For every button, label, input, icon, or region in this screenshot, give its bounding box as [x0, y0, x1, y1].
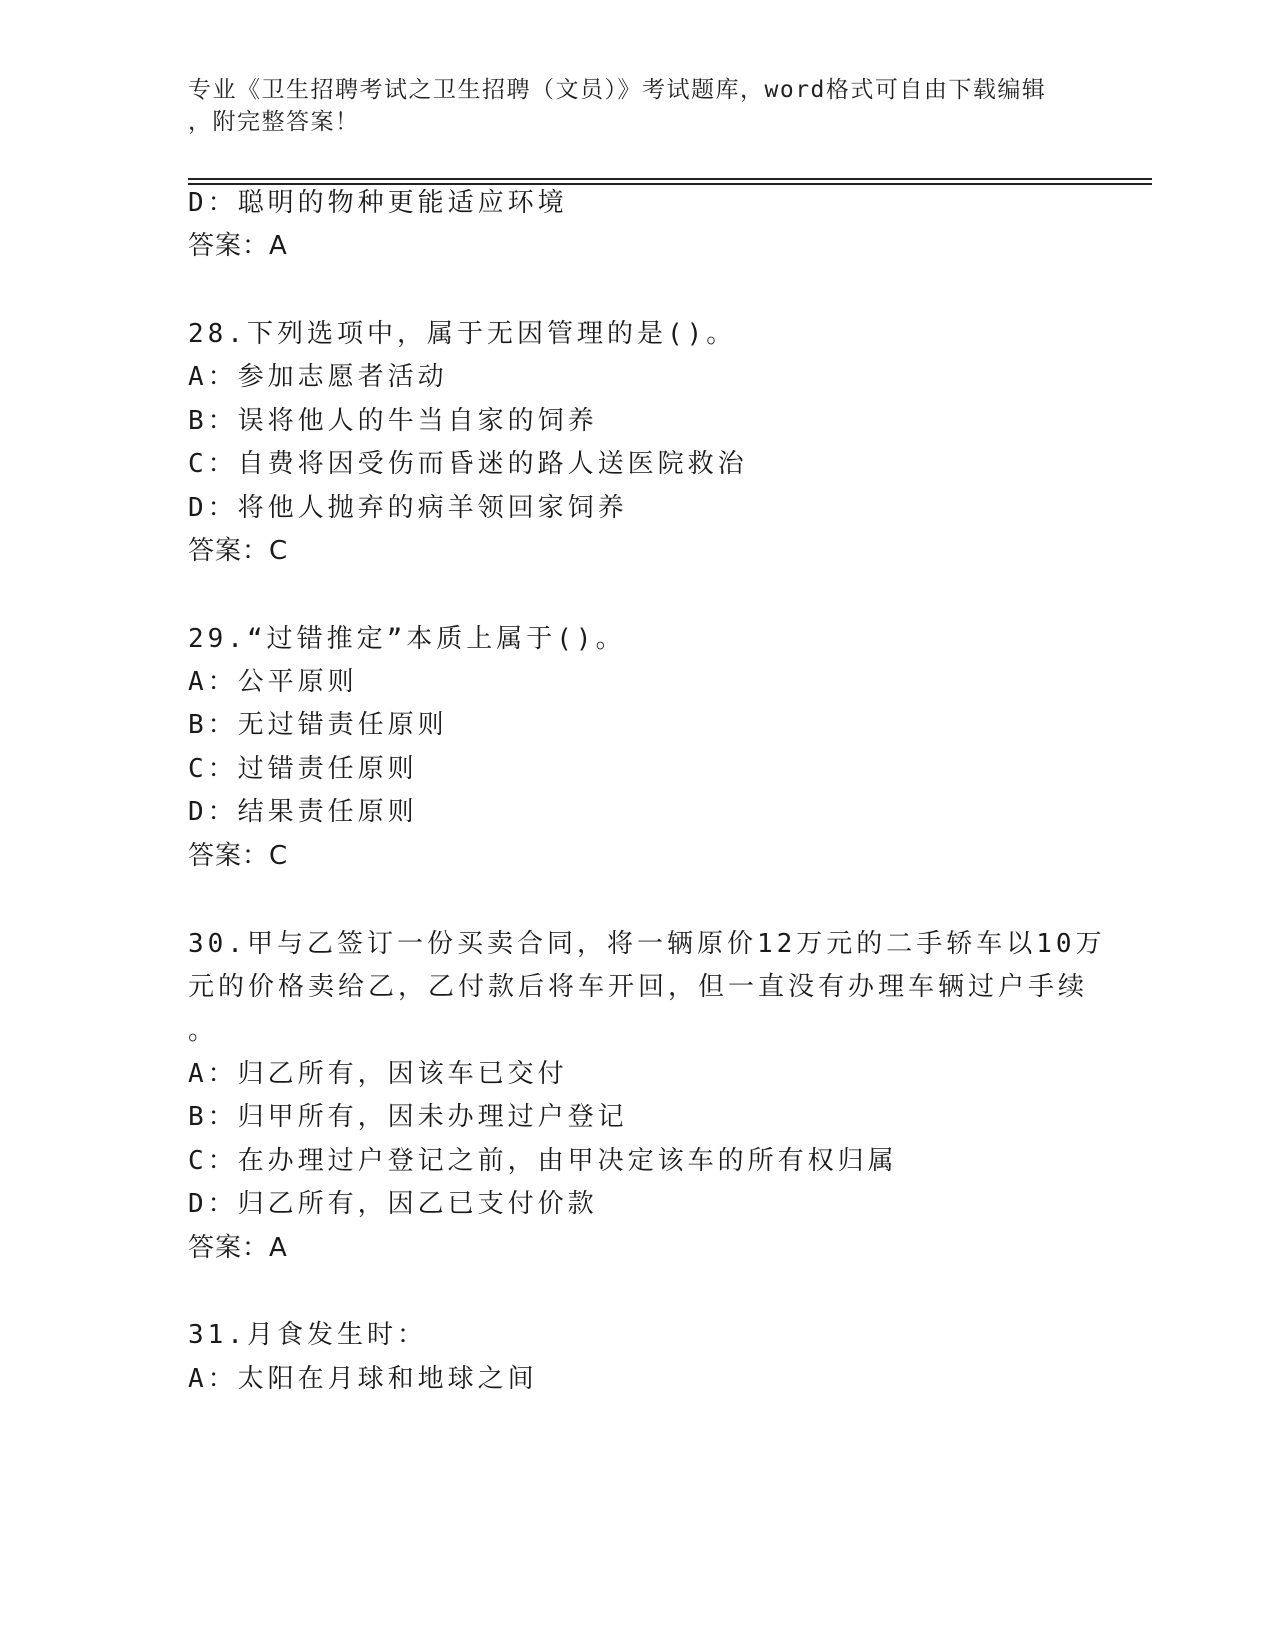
q30-option-b: B：归甲所有，因未办理过户登记: [188, 1102, 628, 1132]
q28-option-d: D：将他人抛弃的病羊领回家饲养: [188, 493, 628, 523]
q30-stem-line-2: 元的价格卖给乙，乙付款后将车开回，但一直没有办理车辆过户手续: [188, 972, 1089, 1002]
q28-option-a: A：参加志愿者活动: [188, 362, 448, 392]
header-divider-top: [188, 178, 1152, 180]
q29-option-d: D：结果责任原则: [188, 797, 418, 827]
q29-option-a: A：公平原则: [188, 667, 358, 697]
q30-answer: 答案：A: [188, 1233, 288, 1263]
q29-stem: 29.“过错推定”本质上属于()。: [188, 624, 626, 654]
q28-answer: 答案：C: [188, 536, 289, 566]
q30-option-c: C：在办理过户登记之前，由甲决定该车的所有权归属: [188, 1146, 898, 1176]
q30-stem-line-3: 。: [188, 1016, 219, 1046]
q28-option-c: C：自费将因受伤而昏迷的路人送医院救治: [188, 449, 748, 479]
q29-option-c: C：过错责任原则: [188, 754, 418, 784]
q29-option-b: B：无过错责任原则: [188, 710, 448, 740]
header-title-continuation: ，附完整答案！: [188, 109, 360, 135]
q30-option-d: D：归乙所有，因乙已支付价款: [188, 1189, 598, 1219]
q30-stem-line-1: 30.甲与乙签订一份买卖合同，将一辆原价12万元的二手轿车以10万: [188, 929, 1106, 959]
q31-option-a: A：太阳在月球和地球之间: [188, 1364, 538, 1394]
q30-option-a: A：归乙所有，因该车已交付: [188, 1059, 568, 1089]
q29-answer: 答案：C: [188, 841, 289, 871]
document-header: [188, 74, 1088, 138]
q28-stem: 28.下列选项中，属于无因管理的是()。: [188, 319, 737, 349]
q27-option-d: D：聪明的物种更能适应环境: [188, 188, 568, 218]
q31-stem: 31.月食发生时：: [188, 1320, 427, 1350]
header-title-line: 专业《卫生招聘考试之卫生招聘（文员）》考试题库，word格式可自由下载编辑: [188, 77, 1047, 103]
q27-answer: 答案：A: [188, 231, 288, 261]
header-divider-bottom: [188, 183, 1152, 185]
q28-option-b: B：误将他人的牛当自家的饲养: [188, 406, 598, 436]
